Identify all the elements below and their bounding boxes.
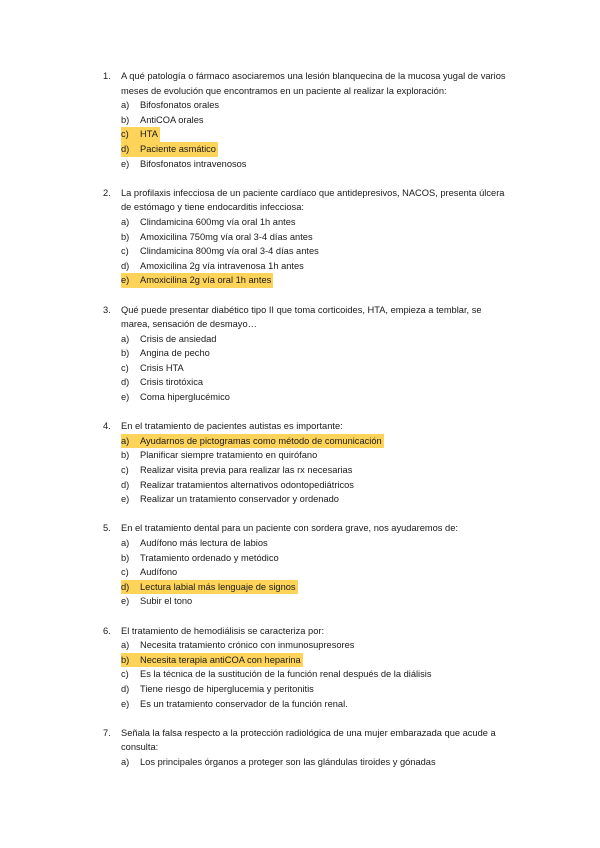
options-list (121, 98, 513, 171)
option-b (121, 346, 513, 361)
option-wrap (121, 127, 160, 142)
option-wrap (121, 361, 186, 376)
option-wrap (121, 638, 356, 653)
option-letter: b) (121, 450, 130, 461)
option-letter: e) (121, 392, 130, 403)
option-text: HTA (140, 129, 158, 140)
question-1 (103, 69, 513, 171)
option-wrap (121, 98, 221, 113)
option-d-highlighted (121, 580, 513, 595)
option-wrap (121, 594, 194, 609)
option-wrap (121, 375, 205, 390)
option-letter: e) (121, 494, 130, 505)
question-header (103, 186, 513, 215)
option-b (121, 113, 513, 128)
option-text: Audífono más lectura de labios (140, 538, 268, 548)
option-text: Realizar un tratamiento conservador y ordenado (140, 494, 339, 505)
document-page (103, 69, 513, 784)
option-letter: e) (121, 275, 130, 286)
question-number: 7. (103, 727, 111, 738)
option-wrap (121, 113, 206, 128)
option-e (121, 157, 513, 172)
option-letter: c) (121, 362, 129, 373)
options-list (121, 536, 513, 609)
question-header (103, 726, 513, 755)
option-letter: b) (121, 231, 130, 242)
option-wrap (121, 390, 232, 405)
option-text: Amoxicilina 750mg vía oral 3-4 días antes (140, 231, 313, 242)
option-c (121, 667, 513, 682)
option-text: Planificar siempre tratamiento en quirófano (140, 450, 318, 461)
option-b (121, 448, 513, 463)
question-header (103, 69, 513, 98)
option-letter: d) (121, 143, 130, 154)
option-wrap (121, 697, 350, 712)
option-d (121, 682, 513, 697)
option-text: Necesita terapia antiCOA con heparina (140, 654, 301, 665)
option-wrap (121, 332, 218, 347)
option-letter: e) (121, 596, 130, 607)
question-text: La profilaxis infecciosa de un paciente cardíaco que antidepresivos, NACOS, presenta úlcera de estómago y tiene endocarditis infecciosa: (121, 187, 505, 213)
option-wrap (121, 244, 321, 259)
option-wrap (121, 682, 316, 697)
option-text: Lectura labial más lenguaje de signos (140, 581, 296, 592)
question-4 (103, 419, 513, 507)
option-text: Tiene riesgo de hiperglucemia y peritonitis (140, 683, 314, 694)
option-d (121, 478, 513, 493)
option-d (121, 259, 513, 274)
options-list (121, 434, 513, 507)
option-text: Bifosfonatos orales (140, 100, 220, 111)
option-letter: a) (121, 640, 130, 651)
option-letter: d) (121, 377, 130, 388)
option-letter: c) (121, 465, 129, 476)
option-a (121, 638, 513, 653)
question-number: 1. (103, 71, 111, 81)
question-header (103, 521, 513, 536)
option-text: Coma hiperglucémico (140, 392, 230, 403)
option-text: Clindamicina 600mg vía oral 1h antes (140, 216, 296, 227)
option-wrap (121, 478, 356, 493)
option-a (121, 98, 513, 113)
option-d (121, 375, 513, 390)
option-wrap (121, 755, 438, 770)
option-letter: a) (121, 435, 130, 446)
question-text: Qué puede presentar diabético tipo II que toma corticoides, HTA, empieza a temblar, se marea, sensación de desmayo… (121, 304, 482, 330)
question-6 (103, 624, 513, 712)
option-letter: a) (121, 756, 130, 767)
options-list (121, 332, 513, 405)
option-letter: e) (121, 698, 130, 709)
option-text: Ayudarnos de pictogramas como método de comunicación (140, 435, 382, 446)
option-a (121, 536, 513, 551)
option-d-highlighted (121, 142, 513, 157)
option-b (121, 230, 513, 245)
option-a (121, 332, 513, 347)
option-text: Amoxicilina 2g vía intravenosa 1h antes (140, 260, 304, 271)
question-text: En el tratamiento dental para un paciente con sordera grave, nos ayudaremos de: (121, 523, 458, 534)
option-c (121, 361, 513, 376)
option-text: Realizar visita previa para realizar las rx necesarias (140, 465, 353, 476)
option-letter: a) (121, 333, 130, 344)
option-wrap (121, 273, 273, 288)
question-2 (103, 186, 513, 288)
option-e (121, 390, 513, 405)
question-text: En el tratamiento de pacientes autistas es importante: (121, 421, 343, 432)
option-wrap (121, 346, 212, 361)
option-letter: a) (121, 216, 130, 227)
question-5 (103, 521, 513, 609)
option-letter: d) (121, 260, 130, 271)
option-wrap (121, 230, 315, 245)
option-a (121, 755, 513, 770)
option-e (121, 594, 513, 609)
options-list (121, 215, 513, 288)
option-wrap (121, 565, 179, 580)
option-text: Tratamiento ordenado y metódico (140, 552, 279, 563)
option-b (121, 551, 513, 566)
option-wrap (121, 448, 319, 463)
option-letter: b) (121, 348, 130, 359)
option-text: Crisis tirotóxica (140, 377, 204, 388)
question-header (103, 419, 513, 434)
option-letter: d) (121, 581, 130, 592)
option-letter: c) (121, 246, 129, 257)
question-text: Señala la falsa respecto a la protección radiológica de una mujer embarazada que acude a consulta: (121, 727, 496, 753)
question-header (103, 624, 513, 639)
options-list (121, 755, 513, 770)
option-e (121, 697, 513, 712)
option-text: Amoxicilina 2g vía oral 1h antes (140, 275, 272, 286)
question-3 (103, 303, 513, 405)
option-text: Realizar tratamientos alternativos odontopediátricos (140, 479, 354, 490)
question-text: A qué patología o fármaco asociaremos una lesión blanquecina de la mucosa yugal de varios meses de evolución que encontramos en un paciente al realizar la exploración: (121, 71, 506, 96)
option-text: Angina de pecho (140, 348, 210, 359)
options-list (121, 638, 513, 711)
option-letter: b) (121, 552, 130, 563)
option-text: Bifosfonatos intravenosos (140, 158, 247, 169)
option-text: Es la técnica de la sustitución de la función renal después de la diálisis (140, 669, 432, 680)
question-header (103, 303, 513, 332)
option-wrap (121, 142, 218, 157)
option-e (121, 492, 513, 507)
option-wrap (121, 215, 298, 230)
option-text: Los principales órganos a proteger son las glándulas tiroides y gónadas (140, 756, 436, 767)
question-number: 4. (103, 421, 111, 432)
option-wrap (121, 667, 433, 682)
option-c (121, 244, 513, 259)
option-c (121, 565, 513, 580)
option-wrap (121, 157, 248, 172)
option-c-highlighted (121, 127, 513, 142)
option-text: Clindamicina 800mg vía oral 3-4 días antes (140, 246, 319, 257)
question-text: El tratamiento de hemodiálisis se caracteriza por: (121, 625, 325, 636)
option-a (121, 215, 513, 230)
option-b-highlighted (121, 653, 513, 668)
question-number: 6. (103, 625, 111, 636)
option-text: Crisis de ansiedad (140, 333, 217, 344)
question-number: 2. (103, 187, 111, 198)
option-letter: e) (121, 158, 130, 169)
option-wrap (121, 463, 354, 478)
option-a-highlighted (121, 434, 513, 449)
option-letter: b) (121, 114, 130, 125)
option-letter: b) (121, 654, 130, 665)
option-letter: c) (121, 129, 129, 140)
option-text: Audífono (140, 567, 178, 578)
option-e-highlighted (121, 273, 513, 288)
option-wrap (121, 580, 298, 595)
option-text: Subir el tono (140, 596, 193, 607)
question-number: 5. (103, 523, 111, 534)
option-text: Necesita tratamiento crónico con inmunosupresores (140, 640, 355, 651)
option-letter: c) (121, 567, 129, 578)
option-wrap (121, 551, 281, 566)
option-c (121, 463, 513, 478)
option-text: AntiCOA orales (140, 114, 204, 125)
option-letter: a) (121, 538, 130, 548)
option-wrap (121, 259, 306, 274)
option-wrap (121, 434, 384, 449)
question-number: 3. (103, 304, 111, 315)
option-letter: d) (121, 683, 130, 694)
option-wrap (121, 653, 303, 668)
option-text: Paciente asmático (140, 143, 216, 154)
option-letter: a) (121, 100, 130, 111)
option-text: Es un tratamiento conservador de la función renal. (140, 698, 348, 709)
question-7 (103, 726, 513, 770)
option-wrap (121, 536, 270, 551)
option-letter: d) (121, 479, 130, 490)
option-letter: c) (121, 669, 129, 680)
option-text: Crisis HTA (140, 362, 184, 373)
option-wrap (121, 492, 341, 507)
